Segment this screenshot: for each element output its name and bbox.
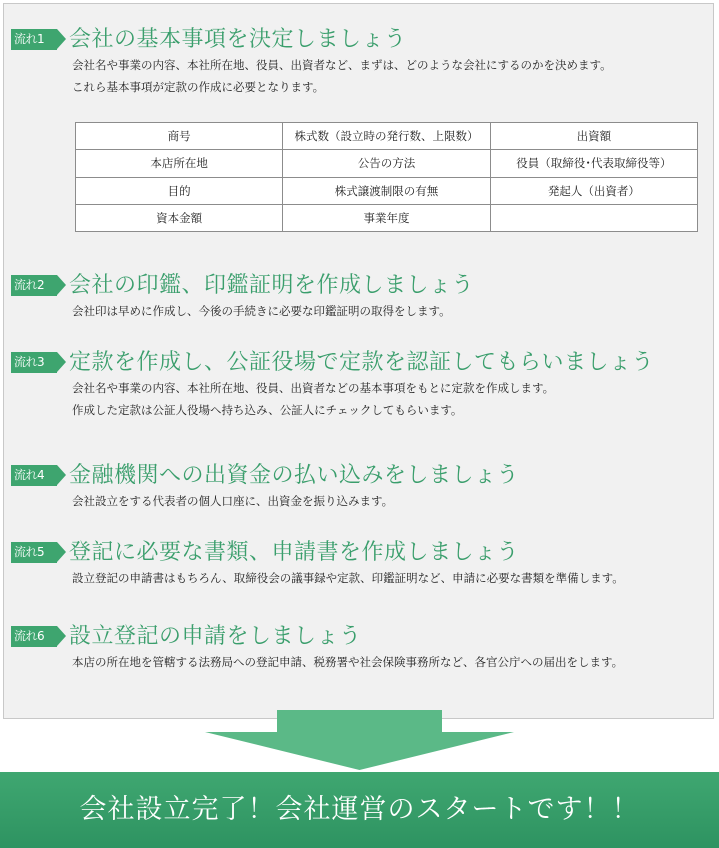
step-5-line-1: 設立登記の申請書はもちろん、取締役会の議事録や定款、印鑑証明など、申請に必要な書類を準備します。: [72, 571, 624, 585]
step-6-badge: 流れ6: [11, 626, 57, 647]
table-cell: 目的: [76, 177, 283, 204]
step-1-line-1: 会社名や事業の内容、本社所在地、役員、出資者など、まずは、どのような会社にするのかを決めます。: [72, 58, 612, 72]
table-cell: 発起人（出資者）: [490, 177, 697, 204]
table-cell: 役員（取締役･代表取締役等）: [490, 150, 697, 177]
step-2: [4, 266, 715, 322]
step-4-description: [72, 490, 715, 512]
table-row: [76, 150, 698, 177]
table-cell: 本店所在地: [76, 150, 283, 177]
completion-banner: 会社設立完了！会社運営のスタートです！！: [0, 772, 719, 848]
step-5-title: 登記に必要な書類、申請書を作成しましょう: [69, 540, 520, 565]
step-4-title: 金融機関への出資金の払い込みをしましょう: [69, 463, 520, 488]
step-6-header: [4, 617, 715, 651]
step-2-badge: 流れ2: [11, 275, 57, 296]
step-5-description: [72, 567, 715, 589]
step-5-badge: 流れ5: [11, 542, 57, 563]
step-2-description: [72, 300, 715, 322]
step-6-description: [72, 651, 715, 673]
step-4-header: [4, 456, 715, 490]
step-5: [4, 533, 715, 589]
step-2-header: [4, 266, 715, 300]
table-cell: 株式数（設立時の発行数、上限数）: [283, 123, 490, 150]
step-6-title: 設立登記の申請をしましょう: [69, 624, 362, 649]
step-1-description: [72, 54, 715, 98]
table-row: [76, 204, 698, 231]
table-row: [76, 123, 698, 150]
step-1-header: [4, 20, 715, 54]
table-cell: 株式譲渡制限の有無: [283, 177, 490, 204]
table-cell: 出資額: [490, 123, 697, 150]
step-6-line-1: 本店の所在地を管轄する法務局への登記申請、税務署や社会保険事務所など、各官公庁への届出をします。: [72, 655, 624, 669]
step-5-header: [4, 533, 715, 567]
table-row: [76, 177, 698, 204]
step-3-description: [72, 377, 715, 421]
table-cell: 公告の方法: [283, 150, 490, 177]
step-3-line-2: 作成した定款は公証人役場へ持ち込み、公証人にチェックしてもらいます。: [72, 403, 463, 417]
step-6: [4, 617, 715, 673]
step-3-badge: 流れ3: [11, 352, 57, 373]
flow-panel: [3, 3, 714, 719]
step-3-header: [4, 343, 715, 377]
step-1-line-2: これら基本事項が定款の作成に必要となります。: [72, 80, 325, 94]
step-3: [4, 343, 715, 421]
step-3-line-1: 会社名や事業の内容、本社所在地、役員、出資者などの基本事項をもとに定款を作成します。: [72, 381, 555, 395]
table-cell: 商号: [76, 123, 283, 150]
step-3-title: 定款を作成し、公証役場で定款を認証してもらいましょう: [69, 350, 655, 375]
step-1: [4, 20, 715, 98]
table-cell: 事業年度: [283, 204, 490, 231]
table-cell: 資本金額: [76, 204, 283, 231]
step-1-title: 会社の基本事項を決定しましょう: [69, 27, 407, 52]
step-4-line-1: 会社設立をする代表者の個人口座に、出資金を振り込みます。: [72, 494, 394, 508]
step-2-title: 会社の印鑑、印鑑証明を作成しましょう: [69, 273, 475, 298]
step-4: [4, 456, 715, 512]
down-arrow-icon: [205, 710, 514, 770]
step-2-line-1: 会社印は早めに作成し、今後の手続きに必要な印鑑証明の取得をします。: [72, 304, 451, 318]
step-4-badge: 流れ4: [11, 465, 57, 486]
table-cell: [490, 204, 697, 231]
basic-items-table: [75, 122, 698, 232]
step-1-badge: 流れ1: [11, 29, 57, 50]
